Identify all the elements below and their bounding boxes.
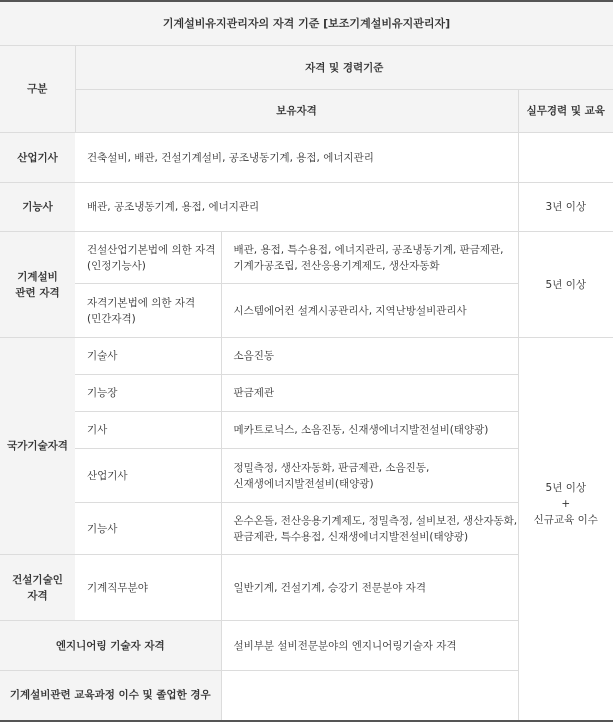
sub-content-construction-industry-act: 배관, 용접, 특수용접, 에너지관리, 공조냉동기계, 판금제관, 기계가공조립, 전산응용기계제도, 생산자동화 (221, 232, 518, 284)
new-education-label: 신규교육 이수 (519, 512, 613, 528)
experience-5-years-label: 5년 이상 (519, 480, 613, 496)
sub-content-framework-act: 시스템에어컨 설계시공관리사, 지역난방설비관리사 (221, 284, 518, 338)
table-row (0, 183, 613, 232)
header-qualification-experience: 자격 및 경력기준 (75, 46, 613, 90)
row-content-craftsman: 배관, 공조냉동기계, 용접, 에너지관리 (75, 183, 518, 232)
row-label-education: 기계설비관련 교육과정 이수 및 졸업한 경우 (0, 671, 221, 721)
table-title-row (0, 1, 613, 46)
national-item-content: 소음진동 (221, 338, 518, 375)
row-label-mech-related: 기계설비 관련 자격 (0, 232, 75, 338)
table-row (0, 133, 613, 183)
engineering-content: 설비부분 설비전문분야의 엔지니어링기술자 자격 (221, 621, 518, 671)
experience-5-years: 5년 이상 (518, 232, 613, 338)
national-item-name: 기능사 (75, 503, 221, 555)
national-item-name: 기사 (75, 412, 221, 449)
experience-bottom-empty (518, 671, 613, 721)
national-item-content: 판금제관 (221, 375, 518, 412)
education-content-empty (221, 671, 518, 721)
construction-item-content: 일반기계, 건설기계, 승강기 전문분야 자격 (221, 555, 518, 621)
header-held-qualification: 보유자격 (75, 90, 518, 133)
row-label-national: 국가기술자격 (0, 338, 75, 555)
header-category: 구분 (0, 46, 75, 133)
row-label-craftsman: 기능사 (0, 183, 75, 232)
table-title: 기계설비유지관리자의 자격 기준 [보조기계설비유지관리자] (0, 1, 613, 46)
header-experience-education: 실무경력 및 교육 (518, 90, 613, 133)
construction-item-name: 기계직무분야 (75, 555, 221, 621)
row-label-engineering: 엔지니어링 기술자 자격 (0, 621, 221, 671)
plus-sign: + (519, 496, 613, 512)
table-row (0, 232, 613, 284)
national-item-content: 정밀측정, 생산자동화, 판금제관, 소음진동, 신재생에너지발전설비(태양광) (221, 449, 518, 503)
national-item-content: 메카트로닉스, 소음진동, 신재생에너지발전설비(태양광) (221, 412, 518, 449)
sub-name-construction-industry-act: 건설산업기본법에 의한 자격 (인정기능사) (75, 232, 221, 284)
header-row (0, 46, 613, 90)
row-content-industrial-engineer: 건축설비, 배관, 건설기계설비, 공조냉동기계, 용접, 에너지관리 (75, 133, 518, 183)
sub-name-framework-act: 자격기본법에 의한 자격 (민간자격) (75, 284, 221, 338)
national-item-name: 기능장 (75, 375, 221, 412)
experience-3-years: 3년 이상 (518, 183, 613, 232)
subheader-row (0, 90, 613, 133)
table-row (0, 338, 613, 375)
row-label-construction-tech: 건설기술인 자격 (0, 555, 75, 621)
national-item-name: 기술사 (75, 338, 221, 375)
table-row (0, 671, 613, 721)
row-label-industrial-engineer: 산업기사 (0, 133, 75, 183)
national-item-name: 산업기사 (75, 449, 221, 503)
experience-empty (518, 133, 613, 183)
national-item-content: 온수온돌, 전산응용기계제도, 정밀측정, 설비보전, 생산자동화, 판금제관, 특수용접, 신재생에너지발전설비(태양광) (221, 503, 518, 555)
experience-5-years-education (518, 338, 613, 671)
